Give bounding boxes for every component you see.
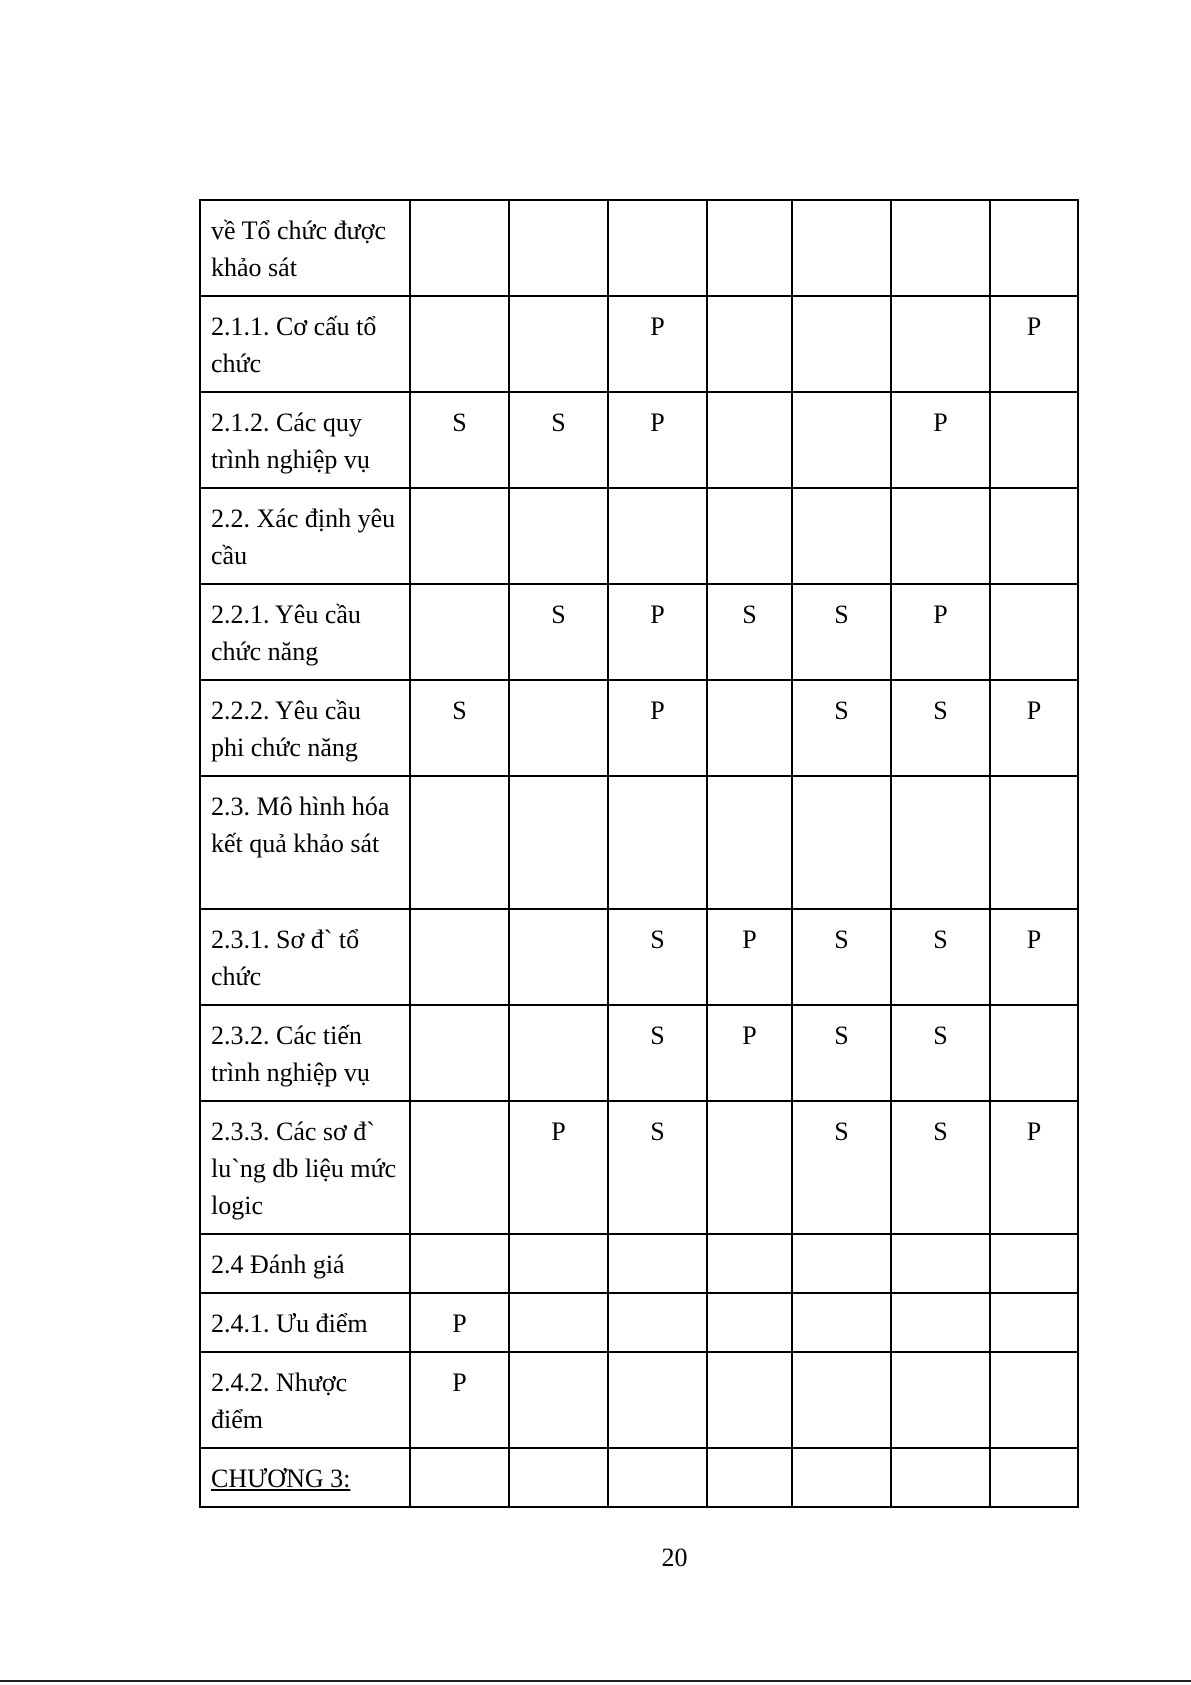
row-label: 2.3.2. Các tiến trình nghiệp vụ	[200, 1005, 410, 1101]
role-mark-cell	[608, 1293, 707, 1352]
role-mark-cell	[410, 1005, 509, 1101]
role-mark-cell: P	[990, 909, 1078, 1005]
role-mark-cell: P	[608, 392, 707, 488]
row-label: 2.1.1. Cơ cấu tổ chức	[200, 296, 410, 392]
role-mark-cell: S	[509, 584, 608, 680]
table-row	[200, 1293, 1078, 1352]
row-label: 2.4 Đánh giá	[200, 1234, 410, 1293]
row-label: 2.3. Mô hình hóa kết quả khảo sát	[200, 776, 410, 909]
role-mark-cell	[707, 1448, 792, 1507]
role-mark-cell	[707, 1293, 792, 1352]
role-mark-cell	[707, 488, 792, 584]
table-row	[200, 1352, 1078, 1448]
role-mark-cell	[990, 1448, 1078, 1507]
role-mark-cell	[707, 776, 792, 909]
role-mark-cell: S	[707, 584, 792, 680]
role-mark-cell: S	[792, 1005, 891, 1101]
role-mark-cell	[608, 488, 707, 584]
role-mark-cell: S	[608, 1101, 707, 1234]
role-mark-cell	[410, 1448, 509, 1507]
role-mark-cell: P	[410, 1293, 509, 1352]
role-mark-cell: S	[891, 1101, 990, 1234]
role-mark-cell	[891, 1234, 990, 1293]
row-label: 2.1.2. Các quy trình nghiệp vụ	[200, 392, 410, 488]
role-mark-cell: P	[707, 1005, 792, 1101]
table-row	[200, 200, 1078, 296]
role-mark-cell	[707, 1101, 792, 1234]
role-mark-cell: S	[608, 1005, 707, 1101]
role-mark-cell	[608, 200, 707, 296]
role-mark-cell	[707, 680, 792, 776]
role-mark-cell	[608, 1234, 707, 1293]
role-mark-cell	[509, 200, 608, 296]
table-row	[200, 1448, 1078, 1507]
role-mark-cell: P	[608, 296, 707, 392]
role-mark-cell: P	[990, 680, 1078, 776]
role-mark-cell	[792, 776, 891, 909]
role-mark-cell	[509, 680, 608, 776]
role-mark-cell	[608, 1352, 707, 1448]
role-mark-cell	[707, 1352, 792, 1448]
role-mark-cell: P	[608, 584, 707, 680]
role-mark-cell	[509, 488, 608, 584]
role-mark-cell	[410, 1101, 509, 1234]
role-mark-cell: P	[891, 584, 990, 680]
role-mark-cell	[792, 1352, 891, 1448]
role-mark-cell	[792, 296, 891, 392]
role-mark-cell	[410, 776, 509, 909]
role-mark-cell	[990, 1234, 1078, 1293]
role-mark-cell	[990, 776, 1078, 909]
row-label: 2.2.2. Yêu cầu phi chức năng	[200, 680, 410, 776]
table-row	[200, 488, 1078, 584]
role-mark-cell	[410, 488, 509, 584]
table-row	[200, 1234, 1078, 1293]
role-mark-cell	[707, 296, 792, 392]
role-mark-cell	[990, 488, 1078, 584]
role-mark-cell	[707, 200, 792, 296]
role-mark-cell	[509, 909, 608, 1005]
page-number: 20	[661, 1543, 688, 1572]
role-mark-cell	[792, 392, 891, 488]
role-mark-cell: S	[891, 909, 990, 1005]
role-mark-cell: P	[608, 680, 707, 776]
role-mark-cell	[891, 200, 990, 296]
row-label: 2.2. Xác định yêu cầu	[200, 488, 410, 584]
row-label: 2.3.3. Các sơ đ` lu`ng db liệu mức logic	[200, 1101, 410, 1234]
role-mark-cell	[608, 776, 707, 909]
role-mark-cell	[509, 1005, 608, 1101]
role-mark-cell: P	[410, 1352, 509, 1448]
role-mark-cell	[990, 200, 1078, 296]
role-mark-cell	[410, 1234, 509, 1293]
role-mark-cell	[509, 1448, 608, 1507]
task-assignment-table	[199, 199, 1079, 1508]
table-row	[200, 1101, 1078, 1234]
role-mark-cell	[990, 1005, 1078, 1101]
row-label: 2.4.1. Ưu điểm	[200, 1293, 410, 1352]
role-mark-cell: P	[509, 1101, 608, 1234]
role-mark-cell	[509, 296, 608, 392]
role-mark-cell	[990, 1293, 1078, 1352]
role-mark-cell	[509, 1352, 608, 1448]
role-mark-cell	[608, 1448, 707, 1507]
role-mark-cell	[891, 1448, 990, 1507]
row-label: 2.4.2. Nhược điểm	[200, 1352, 410, 1448]
role-mark-cell: P	[891, 392, 990, 488]
role-mark-cell: S	[792, 909, 891, 1005]
role-mark-cell	[891, 296, 990, 392]
role-mark-cell: S	[792, 1101, 891, 1234]
role-mark-cell	[509, 1293, 608, 1352]
role-mark-cell: S	[792, 584, 891, 680]
row-label: CHƯƠNG 3:	[200, 1448, 410, 1507]
role-mark-cell: S	[608, 909, 707, 1005]
role-mark-cell	[990, 392, 1078, 488]
role-mark-cell: P	[707, 909, 792, 1005]
table-row	[200, 1005, 1078, 1101]
role-mark-cell	[891, 776, 990, 909]
role-mark-cell: S	[509, 392, 608, 488]
role-mark-cell	[990, 584, 1078, 680]
table-row	[200, 392, 1078, 488]
row-label: 2.2.1. Yêu cầu chức năng	[200, 584, 410, 680]
role-mark-cell	[410, 584, 509, 680]
table-row	[200, 584, 1078, 680]
role-mark-cell	[891, 1352, 990, 1448]
role-mark-cell: P	[990, 296, 1078, 392]
role-mark-cell: S	[792, 680, 891, 776]
role-mark-cell	[990, 1352, 1078, 1448]
role-mark-cell: P	[990, 1101, 1078, 1234]
role-mark-cell: S	[410, 680, 509, 776]
bottom-page-rule	[0, 1680, 1191, 1682]
role-mark-cell	[792, 488, 891, 584]
role-mark-cell	[509, 1234, 608, 1293]
role-mark-cell	[891, 488, 990, 584]
table-body	[200, 200, 1078, 1507]
role-mark-cell	[792, 200, 891, 296]
role-mark-cell	[410, 200, 509, 296]
role-mark-cell	[792, 1234, 891, 1293]
table-row	[200, 680, 1078, 776]
table-row	[200, 296, 1078, 392]
role-mark-cell	[707, 1234, 792, 1293]
role-mark-cell: S	[410, 392, 509, 488]
role-mark-cell	[509, 776, 608, 909]
role-mark-cell	[707, 392, 792, 488]
role-mark-cell	[891, 1293, 990, 1352]
role-mark-cell	[792, 1293, 891, 1352]
table-row	[200, 909, 1078, 1005]
role-mark-cell	[410, 296, 509, 392]
row-label: 2.3.1. Sơ đ` tổ chức	[200, 909, 410, 1005]
table-row	[200, 776, 1078, 909]
row-label: về Tổ chức được khảo sát	[200, 200, 410, 296]
role-mark-cell: S	[891, 680, 990, 776]
role-mark-cell: S	[891, 1005, 990, 1101]
role-mark-cell	[410, 909, 509, 1005]
role-mark-cell	[792, 1448, 891, 1507]
